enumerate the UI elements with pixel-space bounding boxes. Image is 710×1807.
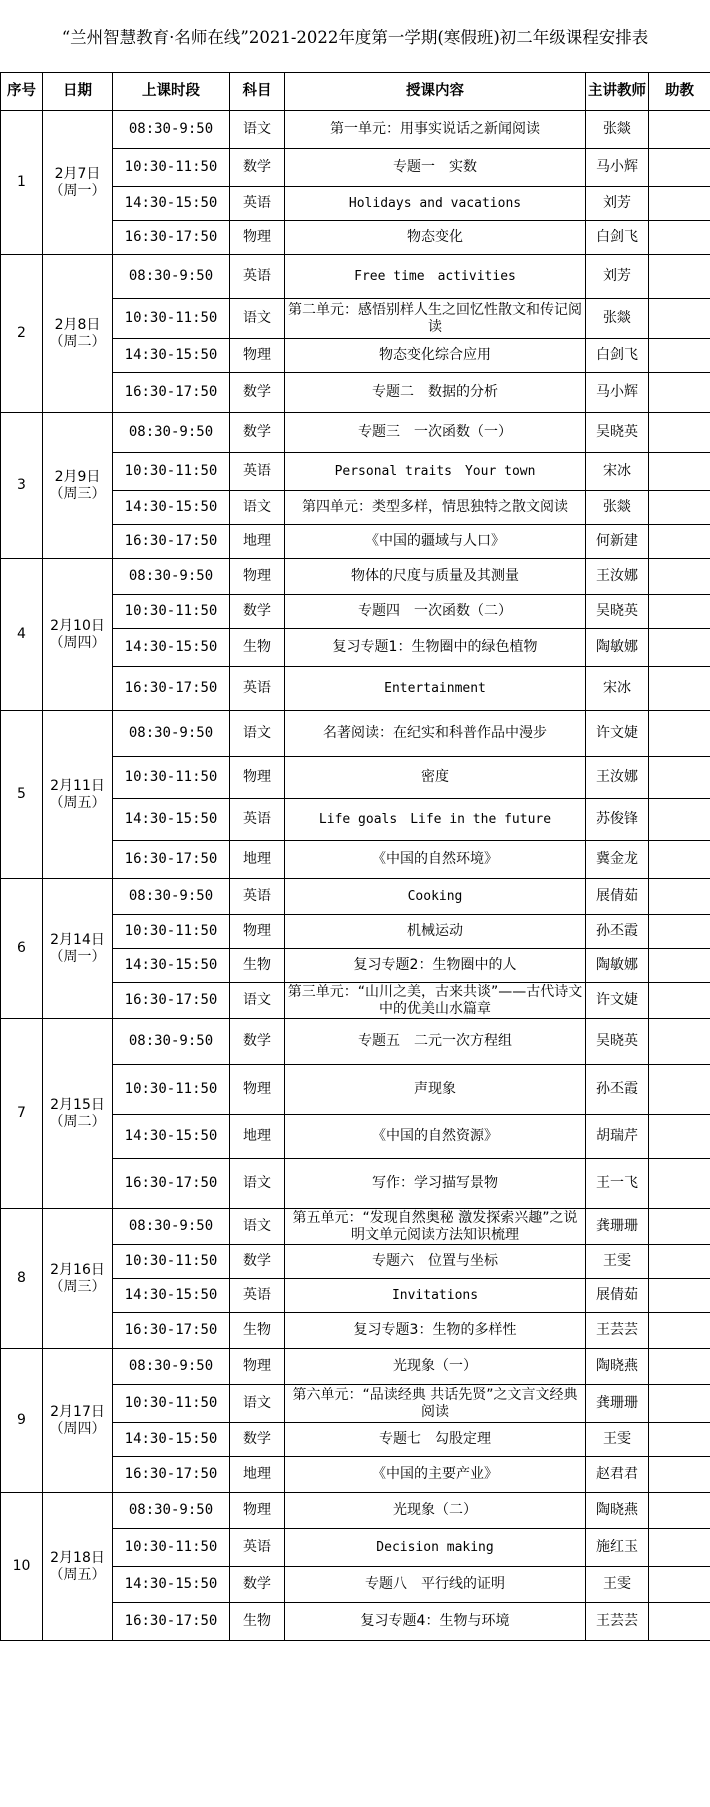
cell-content: 专题五 二元一次方程组 [285, 1019, 586, 1065]
cell-assistant [649, 491, 710, 525]
cell-no: 5 [1, 711, 43, 879]
cell-subject: 英语 [230, 187, 285, 221]
cell-assistant [649, 111, 710, 149]
cell-date [43, 1019, 113, 1209]
weekday-label: （周一） [49, 182, 106, 199]
cell-time: 08:30-9:50 [113, 255, 230, 299]
cell-assistant [649, 667, 710, 711]
cell-subject: 英语 [230, 667, 285, 711]
cell-teacher: 施红玉 [586, 1529, 649, 1567]
cell-teacher: 刘芳 [586, 255, 649, 299]
cell-subject: 生物 [230, 1313, 285, 1349]
cell-subject: 物理 [230, 559, 285, 595]
header-no: 序号 [1, 73, 43, 111]
cell-assistant [649, 1209, 710, 1245]
cell-no: 1 [1, 111, 43, 255]
cell-teacher: 陶敏娜 [586, 949, 649, 983]
schedule-table [0, 72, 710, 1641]
cell-time: 14:30-15:50 [113, 1279, 230, 1313]
cell-subject: 英语 [230, 1279, 285, 1313]
cell-assistant [649, 373, 710, 413]
cell-teacher: 龚珊珊 [586, 1209, 649, 1245]
cell-subject: 数学 [230, 1567, 285, 1603]
cell-assistant [649, 799, 710, 841]
weekday-label: （周三） [49, 1278, 106, 1295]
weekday-label: （周四） [49, 1420, 106, 1437]
date-label: 2月14日 [50, 931, 105, 948]
cell-assistant [649, 413, 710, 453]
table-row [1, 559, 710, 595]
page-title: “兰州智慧教育·名师在线”2021-2022年度第一学期(寒假班)初二年级课程安排表 [61, 28, 649, 47]
cell-teacher: 何新建 [586, 525, 649, 559]
cell-content: 《中国的自然资源》 [285, 1115, 586, 1159]
cell-teacher: 王汝娜 [586, 559, 649, 595]
cell-content: Free time activities [285, 255, 586, 299]
cell-subject: 英语 [230, 799, 285, 841]
cell-content: 专题四 一次函数（二） [285, 595, 586, 629]
table-row [1, 879, 710, 915]
cell-content: 《中国的疆域与人口》 [285, 525, 586, 559]
cell-content: 密度 [285, 757, 586, 799]
cell-time: 08:30-9:50 [113, 111, 230, 149]
cell-content: 专题八 平行线的证明 [285, 1567, 586, 1603]
cell-content: 复习专题3：生物的多样性 [285, 1313, 586, 1349]
date-label: 2月17日 [50, 1403, 105, 1420]
cell-time: 08:30-9:50 [113, 1209, 230, 1245]
cell-teacher: 张燚 [586, 299, 649, 339]
cell-assistant [649, 1349, 710, 1385]
cell-assistant [649, 1019, 710, 1065]
cell-teacher: 王雯 [586, 1567, 649, 1603]
date-label: 2月9日 [54, 468, 101, 485]
cell-content: 名著阅读：在纪实和科普作品中漫步 [285, 711, 586, 757]
cell-teacher: 王雯 [586, 1423, 649, 1457]
cell-no: 8 [1, 1209, 43, 1349]
cell-date [43, 413, 113, 559]
cell-assistant [649, 299, 710, 339]
header-time: 上课时段 [113, 73, 230, 111]
header-row [1, 73, 710, 111]
cell-teacher: 陶晓燕 [586, 1349, 649, 1385]
cell-time: 10:30-11:50 [113, 149, 230, 187]
cell-teacher: 孙丕霞 [586, 1065, 649, 1115]
cell-assistant [649, 879, 710, 915]
cell-subject: 语文 [230, 491, 285, 525]
table-row [1, 413, 710, 453]
table-row [1, 1493, 710, 1529]
cell-no: 10 [1, 1493, 43, 1641]
cell-teacher: 许文婕 [586, 711, 649, 757]
cell-subject: 语文 [230, 1159, 285, 1209]
cell-assistant [649, 595, 710, 629]
cell-teacher: 王芸芸 [586, 1603, 649, 1641]
cell-assistant [649, 1493, 710, 1529]
cell-assistant [649, 711, 710, 757]
cell-time: 16:30-17:50 [113, 983, 230, 1019]
cell-teacher: 孙丕霞 [586, 915, 649, 949]
cell-teacher: 王汝娜 [586, 757, 649, 799]
cell-teacher: 白剑飞 [586, 221, 649, 255]
cell-subject: 语文 [230, 983, 285, 1019]
cell-assistant [649, 1603, 710, 1641]
cell-subject: 物理 [230, 1349, 285, 1385]
cell-content: Decision making [285, 1529, 586, 1567]
cell-time: 16:30-17:50 [113, 1457, 230, 1493]
cell-time: 14:30-15:50 [113, 949, 230, 983]
cell-time: 08:30-9:50 [113, 413, 230, 453]
cell-subject: 物理 [230, 1065, 285, 1115]
cell-content: 第一单元：用事实说话之新闻阅读 [285, 111, 586, 149]
cell-teacher: 吴晓英 [586, 595, 649, 629]
cell-assistant [649, 1423, 710, 1457]
cell-date [43, 711, 113, 879]
cell-time: 08:30-9:50 [113, 559, 230, 595]
header-assistant: 助教 [649, 73, 710, 111]
cell-content: 光现象（二） [285, 1493, 586, 1529]
cell-content: 《中国的主要产业》 [285, 1457, 586, 1493]
cell-no: 9 [1, 1349, 43, 1493]
weekday-label: （周五） [49, 794, 106, 811]
cell-content: 第二单元：感悟别样人生之回忆性散文和传记阅读 [285, 299, 586, 339]
weekday-label: （周二） [49, 1113, 106, 1130]
date-label: 2月10日 [50, 617, 105, 634]
weekday-label: （周二） [49, 333, 106, 350]
cell-teacher: 张燚 [586, 491, 649, 525]
cell-teacher: 胡瑞芹 [586, 1115, 649, 1159]
cell-subject: 地理 [230, 1457, 285, 1493]
cell-content: 写作：学习描写景物 [285, 1159, 586, 1209]
cell-date [43, 1493, 113, 1641]
cell-assistant [649, 255, 710, 299]
cell-assistant [649, 221, 710, 255]
cell-subject: 物理 [230, 757, 285, 799]
cell-time: 16:30-17:50 [113, 841, 230, 879]
cell-subject: 物理 [230, 1493, 285, 1529]
table-row [1, 255, 710, 299]
cell-time: 16:30-17:50 [113, 373, 230, 413]
date-label: 2月16日 [50, 1261, 105, 1278]
cell-date [43, 1349, 113, 1493]
cell-teacher: 许文婕 [586, 983, 649, 1019]
cell-time: 08:30-9:50 [113, 1493, 230, 1529]
cell-assistant [649, 1279, 710, 1313]
cell-assistant [649, 757, 710, 799]
cell-time: 08:30-9:50 [113, 1349, 230, 1385]
table-row [1, 711, 710, 757]
cell-subject: 语文 [230, 1385, 285, 1423]
cell-content: 《中国的自然环境》 [285, 841, 586, 879]
cell-subject: 地理 [230, 841, 285, 879]
table-row [1, 1349, 710, 1385]
cell-time: 14:30-15:50 [113, 339, 230, 373]
weekday-label: （周一） [49, 948, 106, 965]
cell-teacher: 宋冰 [586, 453, 649, 491]
cell-content: Life goals Life in the future [285, 799, 586, 841]
cell-time: 08:30-9:50 [113, 1019, 230, 1065]
cell-time: 14:30-15:50 [113, 1567, 230, 1603]
cell-no: 4 [1, 559, 43, 711]
cell-content: 物态变化综合应用 [285, 339, 586, 373]
cell-content: 专题二 数据的分析 [285, 373, 586, 413]
cell-date [43, 879, 113, 1019]
cell-content: 第四单元：类型多样，情思独特之散文阅读 [285, 491, 586, 525]
cell-subject: 英语 [230, 879, 285, 915]
cell-content: 第三单元：“山川之美，古来共谈”——古代诗文中的优美山水篇章 [285, 983, 586, 1019]
cell-teacher: 陶晓燕 [586, 1493, 649, 1529]
cell-assistant [649, 453, 710, 491]
cell-no: 2 [1, 255, 43, 413]
cell-content: 光现象（一） [285, 1349, 586, 1385]
cell-teacher: 王雯 [586, 1245, 649, 1279]
cell-content: Cooking [285, 879, 586, 915]
cell-time: 10:30-11:50 [113, 299, 230, 339]
cell-time: 16:30-17:50 [113, 1603, 230, 1641]
cell-subject: 语文 [230, 299, 285, 339]
cell-teacher: 赵君君 [586, 1457, 649, 1493]
cell-content: 专题七 勾股定理 [285, 1423, 586, 1457]
table-row [1, 111, 710, 149]
cell-subject: 物理 [230, 339, 285, 373]
cell-time: 10:30-11:50 [113, 1385, 230, 1423]
cell-teacher: 龚珊珊 [586, 1385, 649, 1423]
weekday-label: （周五） [49, 1566, 106, 1583]
cell-date [43, 559, 113, 711]
cell-teacher: 白剑飞 [586, 339, 649, 373]
cell-content: 复习专题4：生物与环境 [285, 1603, 586, 1641]
header-teacher: 主讲教师 [586, 73, 649, 111]
header-date: 日期 [43, 73, 113, 111]
cell-subject: 生物 [230, 629, 285, 667]
cell-teacher: 冀金龙 [586, 841, 649, 879]
cell-content: 专题六 位置与坐标 [285, 1245, 586, 1279]
cell-content: 专题一 实数 [285, 149, 586, 187]
weekday-label: （周四） [49, 634, 106, 651]
cell-time: 10:30-11:50 [113, 915, 230, 949]
cell-assistant [649, 983, 710, 1019]
cell-teacher: 张燚 [586, 111, 649, 149]
cell-teacher: 王一飞 [586, 1159, 649, 1209]
cell-subject: 数学 [230, 1019, 285, 1065]
cell-subject: 物理 [230, 221, 285, 255]
table-row [1, 1019, 710, 1065]
cell-no: 3 [1, 413, 43, 559]
cell-content: 物态变化 [285, 221, 586, 255]
cell-assistant [649, 915, 710, 949]
cell-assistant [649, 1567, 710, 1603]
cell-subject: 数学 [230, 413, 285, 453]
cell-time: 16:30-17:50 [113, 1159, 230, 1209]
cell-subject: 地理 [230, 1115, 285, 1159]
cell-assistant [649, 149, 710, 187]
cell-subject: 物理 [230, 915, 285, 949]
cell-time: 14:30-15:50 [113, 1423, 230, 1457]
cell-assistant [649, 1245, 710, 1279]
cell-time: 14:30-15:50 [113, 629, 230, 667]
cell-time: 14:30-15:50 [113, 799, 230, 841]
cell-subject: 英语 [230, 255, 285, 299]
cell-teacher: 刘芳 [586, 187, 649, 221]
cell-assistant [649, 1115, 710, 1159]
cell-time: 10:30-11:50 [113, 595, 230, 629]
date-label: 2月11日 [50, 777, 105, 794]
cell-subject: 数学 [230, 373, 285, 413]
cell-time: 14:30-15:50 [113, 187, 230, 221]
cell-teacher: 宋冰 [586, 667, 649, 711]
cell-assistant [649, 187, 710, 221]
cell-content: 第六单元：“品读经典 共话先贤”之文言文经典阅读 [285, 1385, 586, 1423]
cell-subject: 数学 [230, 1423, 285, 1457]
cell-time: 10:30-11:50 [113, 757, 230, 799]
cell-time: 16:30-17:50 [113, 221, 230, 255]
cell-subject: 生物 [230, 949, 285, 983]
cell-content: Invitations [285, 1279, 586, 1313]
date-label: 2月15日 [50, 1096, 105, 1113]
cell-assistant [649, 1529, 710, 1567]
cell-teacher: 吴晓英 [586, 1019, 649, 1065]
cell-teacher: 马小辉 [586, 149, 649, 187]
cell-teacher: 苏俊锋 [586, 799, 649, 841]
cell-teacher: 马小辉 [586, 373, 649, 413]
cell-teacher: 展倩茹 [586, 879, 649, 915]
cell-subject: 语文 [230, 1209, 285, 1245]
cell-teacher: 王芸芸 [586, 1313, 649, 1349]
cell-date [43, 255, 113, 413]
date-label: 2月8日 [54, 316, 101, 333]
cell-content: Holidays and vacations [285, 187, 586, 221]
cell-subject: 语文 [230, 111, 285, 149]
cell-content: 复习专题2：生物圈中的人 [285, 949, 586, 983]
cell-no: 7 [1, 1019, 43, 1209]
cell-subject: 英语 [230, 453, 285, 491]
cell-assistant [649, 559, 710, 595]
cell-subject: 英语 [230, 1529, 285, 1567]
table-row [1, 1209, 710, 1245]
cell-time: 16:30-17:50 [113, 525, 230, 559]
cell-subject: 地理 [230, 525, 285, 559]
cell-time: 14:30-15:50 [113, 491, 230, 525]
cell-content: 复习专题1：生物圈中的绿色植物 [285, 629, 586, 667]
cell-date [43, 111, 113, 255]
cell-teacher: 展倩茹 [586, 1279, 649, 1313]
cell-assistant [649, 1065, 710, 1115]
header-subject: 科目 [230, 73, 285, 111]
cell-time: 16:30-17:50 [113, 667, 230, 711]
cell-time: 08:30-9:50 [113, 711, 230, 757]
cell-content: Personal traits Your town [285, 453, 586, 491]
cell-assistant [649, 1457, 710, 1493]
cell-content: 物体的尺度与质量及其测量 [285, 559, 586, 595]
cell-time: 10:30-11:50 [113, 1065, 230, 1115]
weekday-label: （周三） [49, 485, 106, 502]
cell-content: 第五单元：“发现自然奥秘 激发探索兴趣”之说明文单元阅读方法知识梳理 [285, 1209, 586, 1245]
cell-assistant [649, 629, 710, 667]
cell-time: 10:30-11:50 [113, 1529, 230, 1567]
cell-subject: 语文 [230, 711, 285, 757]
cell-time: 10:30-11:50 [113, 1245, 230, 1279]
cell-subject: 数学 [230, 1245, 285, 1279]
cell-teacher: 陶敏娜 [586, 629, 649, 667]
cell-time: 08:30-9:50 [113, 879, 230, 915]
cell-time: 10:30-11:50 [113, 453, 230, 491]
cell-content: Entertainment [285, 667, 586, 711]
cell-subject: 生物 [230, 1603, 285, 1641]
cell-subject: 数学 [230, 149, 285, 187]
cell-assistant [649, 525, 710, 559]
header-content: 授课内容 [285, 73, 586, 111]
cell-assistant [649, 1385, 710, 1423]
cell-time: 14:30-15:50 [113, 1115, 230, 1159]
cell-no: 6 [1, 879, 43, 1019]
cell-time: 16:30-17:50 [113, 1313, 230, 1349]
cell-assistant [649, 841, 710, 879]
cell-subject: 数学 [230, 595, 285, 629]
cell-content: 机械运动 [285, 915, 586, 949]
cell-date [43, 1209, 113, 1349]
date-label: 2月7日 [54, 165, 101, 182]
cell-assistant [649, 339, 710, 373]
cell-assistant [649, 1313, 710, 1349]
date-label: 2月18日 [50, 1549, 105, 1566]
cell-assistant [649, 949, 710, 983]
schedule-body [1, 111, 710, 1641]
cell-content: 声现象 [285, 1065, 586, 1115]
cell-content: 专题三 一次函数（一） [285, 413, 586, 453]
cell-assistant [649, 1159, 710, 1209]
cell-teacher: 吴晓英 [586, 413, 649, 453]
